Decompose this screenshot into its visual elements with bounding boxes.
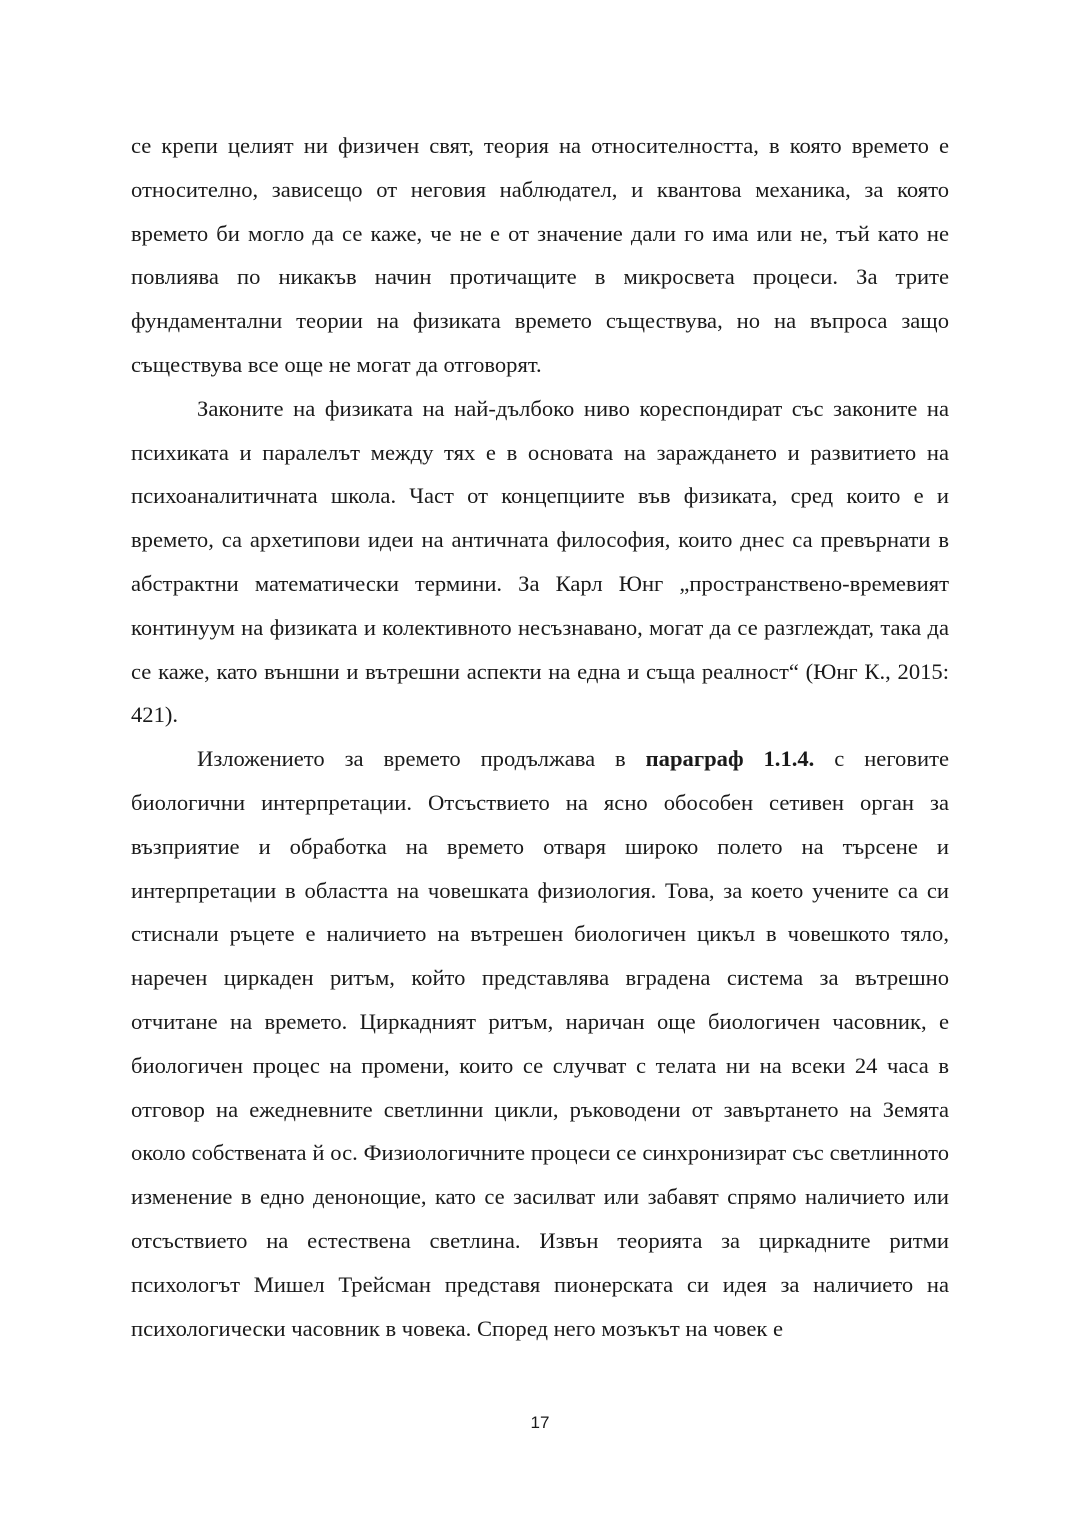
body-text bbox=[131, 124, 949, 1350]
page-number: 17 bbox=[530, 1413, 550, 1432]
paragraph-3-text-before: Изложението за времето продължава в bbox=[197, 746, 646, 772]
paragraph-3 bbox=[131, 737, 949, 1350]
paragraph-3-bold-reference: параграф 1.1.4. bbox=[645, 746, 815, 772]
paragraph-2: Законите на физиката на най-дълбоко ниво кореспондират със законите на психиката и паралелът между тях е в основата на зараждането и развитието на психоаналитичната школа. Част от концепциите във физиката, сред които е и времето, са архетипови идеи на античната философия, които днес са превърнати в абстрактни математически термини. За Карл Юнг „пространствено-времевият континуум на физиката и колективното несъзнавано, могат да се разглеждат, така да се каже, като външни и вътрешни аспекти на една и съща реалност“ (Юнг К., 2015: 421). bbox=[131, 395, 949, 728]
paragraph-3-text-after: с неговите биологични интерпретации. Отсъствието на ясно обособен сетивен орган за възприятие и обработка на времето отваря широко полето на търсене и интерпретации в областта на човешката физиология. Това, за което учените са си стиснали ръцете е наличието на вътрешен биологичен цикъл в човешкото тяло, наречен циркаден ритъм, който представлява вградена система за вътрешно отчитане на времето. Циркадният ритъм, наричан още биологичен часовник, е биологичен процес на промени, които се случват с телата ни на всеки 24 часа в отговор на ежедневните светлинни цикли, ръководени от завъртането на Земята около собствената й ос. Физиологичните процеси се синхронизират със светлинното изменение в едно денонощие, като се засилват или забавят спрямо наличието или отсъствието на естествена светлина. Извън теорията за циркадните ритми психологът Мишел Трейсман представя пионерската си идея за наличието на психологически часовник в човека. Според него мозъкът на човек е bbox=[131, 746, 950, 1341]
paragraph-1: се крепи целият ни физичен свят, теория на относителността, в която времето е относително, зависещо от неговия наблюдател, и квантова механика, за която времето би могло да се каже, че не е от значение дали го има или не, тъй като не повлиява по никакъв начин протичащите в микросвета процеси. За трите фундаментални теории на физиката времето съществува, но на въпроса защо съществува все още не могат да отговорят. bbox=[131, 133, 949, 377]
